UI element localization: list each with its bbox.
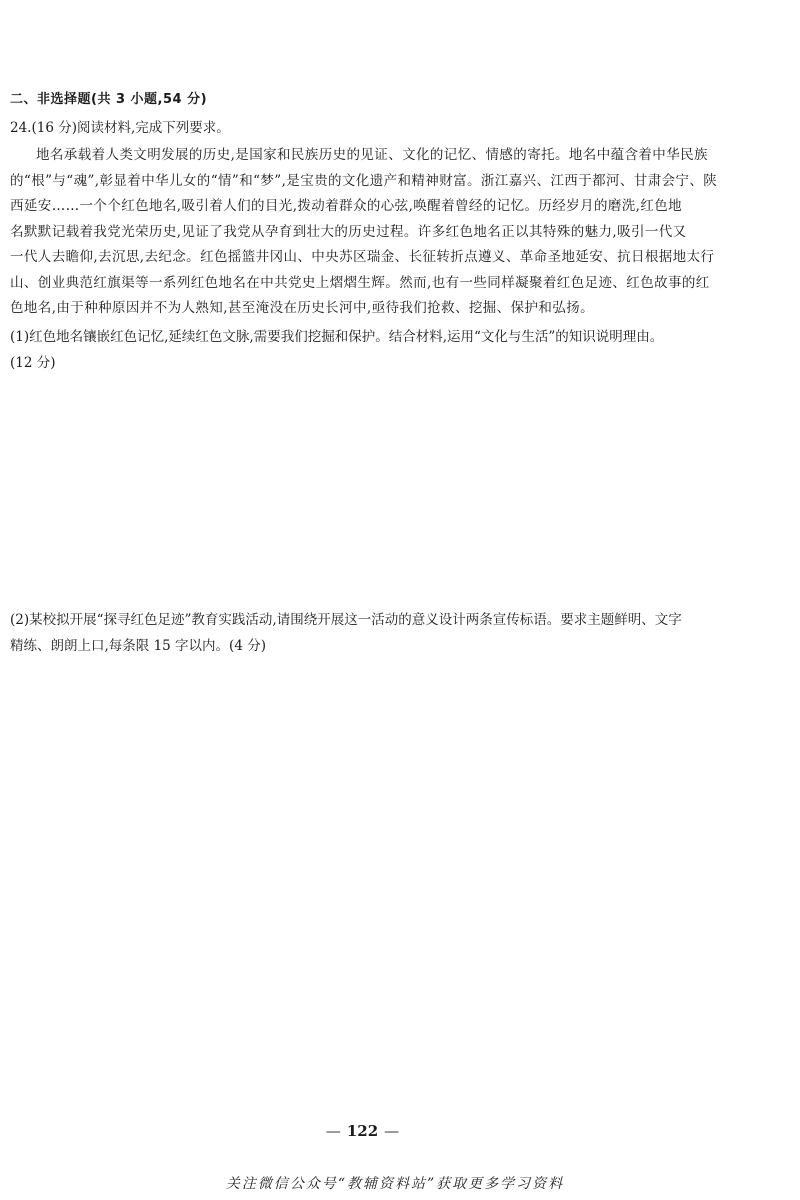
passage-line: 名默默记载着我党光荣历史,见证了我党从孕育到壮大的历史过程。许多红色地名正以其特殊的魅力,吸引一代又 <box>10 223 687 240</box>
question-header: 24.(16 分)阅读材料,完成下列要求。 <box>10 120 230 136</box>
page-number-dash-left: — <box>325 1122 341 1140</box>
passage-line: 的“根”与“魂”,彰显着中华儿女的“情”和“梦”,是宝贵的文化遗产和精神财富。浙江嘉兴、江西于都河、甘肃会宁、陕 <box>10 172 718 189</box>
section-title: 二、非选择题(共 3 小题,54 分) <box>10 92 208 107</box>
passage-line: 西延安……一个个红色地名,吸引着人们的目光,拨动着群众的心弦,唤醒着曾经的记忆。历经岁月的磨洗,红色地 <box>10 198 683 214</box>
sub-question-2 <box>10 607 722 659</box>
passage-line: 山、创业典范红旗渠等一系列红色地名在中共党史上熠熠生辉。然而,也有一些同样凝聚着红色足迹、红色故事的红 <box>10 274 710 291</box>
page-number <box>0 1122 725 1140</box>
sub-question-1-line: (1)红色地名镶嵌红色记忆,延续红色文脉,需要我们挖掘和保护。结合材料,运用“文化与生活”的知识说明理由。 <box>10 329 664 345</box>
passage-line: 色地名,由于种种原因并不为人熟知,甚至淹没在历史长河中,亟待我们抢救、挖掘、保护和弘扬。 <box>10 300 594 316</box>
reading-passage <box>10 143 722 322</box>
sub-question-2-line: (2)某校拟开展“探寻红色足迹”教育实践活动,请围绕开展这一活动的意义设计两条宣传标语。要求主题鲜明、文字 <box>10 612 682 628</box>
page-number-dash-right: — <box>384 1122 400 1140</box>
sub-question-2-line: 精练、朗朗上口,每条限 15 字以内。(4 分) <box>10 638 266 654</box>
footer-promo-text: 关注微信公众号“教辅资料站”获取更多学习资料 <box>225 1176 565 1192</box>
sub-question-1 <box>10 324 722 376</box>
page-number-value: 122 <box>346 1122 379 1140</box>
passage-line: 地名承载着人类文明发展的历史,是国家和民族历史的见证、文化的记忆、情感的寄托。地名中蕴含着中华民族 <box>36 147 708 163</box>
sub-question-1-line: (12 分) <box>10 355 56 371</box>
passage-line: 一代人去瞻仰,去沉思,去纪念。红色摇篮井冈山、中央苏区瑞金、长征转折点遵义、革命圣地延安、抗日根据地太行 <box>10 249 715 265</box>
